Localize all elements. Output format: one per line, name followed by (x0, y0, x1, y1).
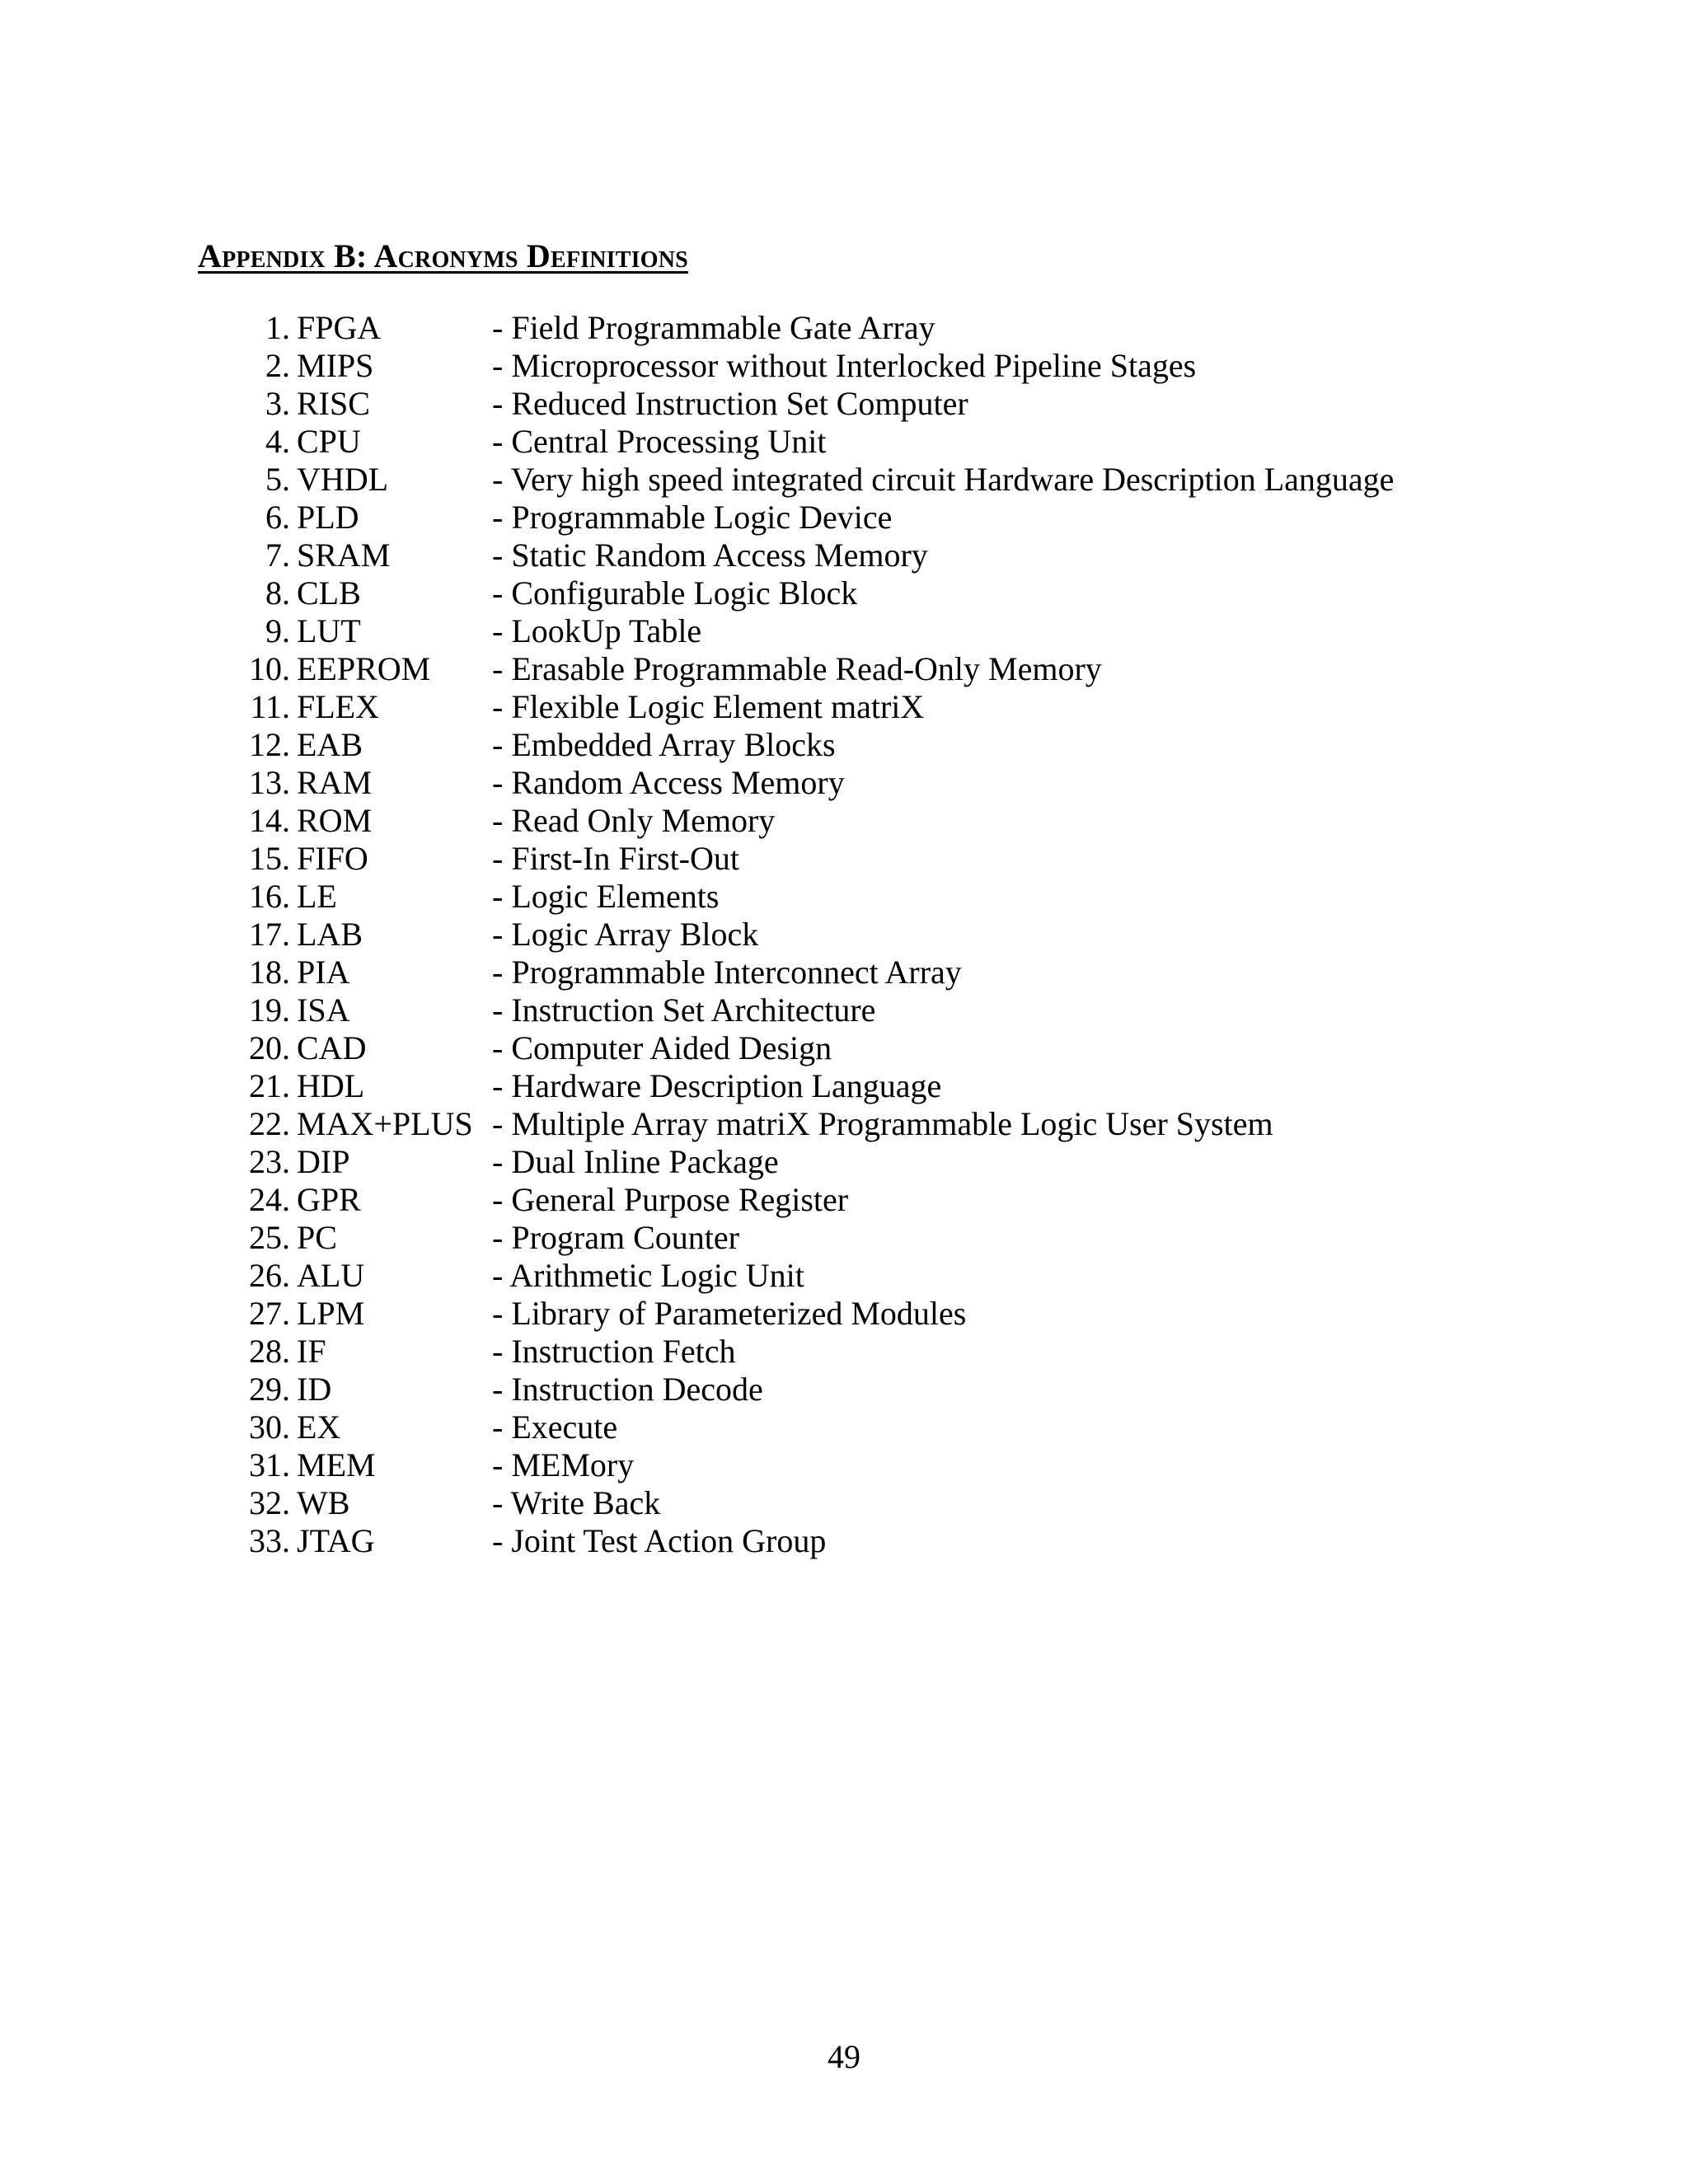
acronym-definition: - First-In First-Out (492, 840, 739, 877)
acronym-row (0, 916, 1688, 954)
acronym-definition: - Logic Elements (492, 878, 720, 915)
acronym-abbreviation: LPM (297, 1295, 365, 1332)
acronym-definition: - Dual Inline Package (492, 1143, 779, 1180)
acronym-row (0, 1446, 1688, 1484)
acronym-definition: - Programmable Interconnect Array (492, 954, 962, 991)
acronym-row (0, 1408, 1688, 1446)
acronym-row (0, 1522, 1688, 1560)
acronym-row (0, 726, 1688, 764)
acronym-abbreviation: LAB (297, 916, 363, 953)
acronym-number: 14. (249, 802, 290, 839)
page-heading: Appendix B: Acronyms Definitions (198, 237, 688, 274)
acronym-definition: - Programmable Logic Device (492, 499, 893, 536)
acronym-definition: - Reduced Instruction Set Computer (492, 385, 968, 422)
acronym-row (0, 1029, 1688, 1067)
acronym-number: 33. (249, 1522, 290, 1559)
acronym-abbreviation: LUT (297, 612, 361, 649)
acronym-definition: - Computer Aided Design (492, 1029, 832, 1066)
acronym-number: 10. (249, 650, 290, 687)
acronym-abbreviation: IF (297, 1333, 326, 1370)
acronym-definition: - Static Random Access Memory (492, 537, 928, 574)
acronym-number: 21. (249, 1067, 290, 1104)
acronym-abbreviation: EEPROM (297, 650, 431, 687)
acronym-definition: - Library of Parameterized Modules (492, 1295, 967, 1332)
acronym-abbreviation: RAM (297, 764, 373, 801)
acronym-row (0, 1333, 1688, 1371)
acronym-definition: - Configurable Logic Block (492, 574, 858, 612)
acronym-abbreviation: ID (297, 1371, 332, 1408)
acronym-definition: - Microprocessor without Interlocked Pipeline Stages (492, 347, 1197, 384)
acronym-abbreviation: DIP (297, 1143, 350, 1180)
acronym-row (0, 1181, 1688, 1219)
acronym-abbreviation: ROM (297, 802, 373, 839)
acronym-row (0, 1143, 1688, 1181)
acronym-number: 24. (249, 1181, 290, 1218)
acronym-abbreviation: EAB (297, 726, 363, 763)
acronym-abbreviation: CAD (297, 1029, 367, 1066)
acronym-number: 12. (249, 726, 290, 763)
acronym-number: 28. (249, 1333, 290, 1370)
acronym-definition: - Flexible Logic Element matriX (492, 688, 925, 725)
acronym-number: 27. (249, 1295, 290, 1332)
acronym-row (0, 309, 1688, 347)
acronym-number: 9. (265, 612, 290, 649)
acronym-abbreviation: PC (297, 1219, 337, 1256)
acronym-row (0, 537, 1688, 574)
acronym-abbreviation: PIA (297, 954, 350, 991)
acronym-number: 8. (265, 574, 290, 612)
acronym-definition: - MEMory (492, 1446, 635, 1483)
acronym-definition: - Field Programmable Gate Array (492, 309, 935, 346)
acronym-row (0, 1295, 1688, 1333)
acronym-row (0, 1067, 1688, 1105)
acronym-row (0, 1105, 1688, 1143)
acronym-number: 5. (265, 461, 290, 498)
acronym-abbreviation: CLB (297, 574, 361, 612)
acronym-number: 6. (265, 499, 290, 536)
acronym-definition: - Instruction Set Architecture (492, 991, 876, 1029)
acronym-number: 4. (265, 423, 290, 460)
acronym-abbreviation: FLEX (297, 688, 379, 725)
acronym-definition: - Execute (492, 1408, 618, 1446)
acronym-abbreviation: GPR (297, 1181, 361, 1218)
acronym-abbreviation: MAX+PLUS (297, 1105, 473, 1142)
acronym-abbreviation: ISA (297, 991, 350, 1029)
acronym-abbreviation: VHDL (297, 461, 389, 498)
acronym-abbreviation: SRAM (297, 537, 391, 574)
acronym-definition: - General Purpose Register (492, 1181, 849, 1218)
acronym-number: 26. (249, 1257, 290, 1294)
acronym-number: 30. (249, 1408, 290, 1446)
acronym-definition: - Very high speed integrated circuit Hardware Description Language (492, 461, 1395, 498)
acronym-definition: - Random Access Memory (492, 764, 845, 801)
acronym-abbreviation: JTAG (297, 1522, 375, 1559)
acronym-definition: - Write Back (492, 1484, 661, 1521)
acronym-row (0, 1257, 1688, 1295)
acronym-abbreviation: MIPS (297, 347, 374, 384)
acronym-number: 19. (249, 991, 290, 1029)
acronym-number: 13. (249, 764, 290, 801)
acronym-number: 31. (249, 1446, 290, 1483)
acronym-row (0, 1484, 1688, 1522)
acronym-abbreviation: CPU (297, 423, 361, 460)
acronym-definition: - Logic Array Block (492, 916, 759, 953)
acronym-number: 1. (265, 309, 290, 346)
acronym-definition: - Erasable Programmable Read-Only Memory (492, 650, 1102, 687)
acronym-row (0, 423, 1688, 461)
acronym-row (0, 954, 1688, 991)
acronym-definition: - Hardware Description Language (492, 1067, 942, 1104)
acronym-row (0, 688, 1688, 726)
acronym-row (0, 499, 1688, 537)
acronym-number: 25. (249, 1219, 290, 1256)
acronym-row (0, 461, 1688, 499)
acronym-number: 20. (249, 1029, 290, 1066)
acronym-abbreviation: RISC (297, 385, 370, 422)
acronym-definition: - LookUp Table (492, 612, 702, 649)
acronym-list (0, 309, 1688, 1560)
page-number: 49 (828, 2038, 860, 2075)
acronym-number: 15. (249, 840, 290, 877)
acronym-row (0, 574, 1688, 612)
acronym-definition: - Multiple Array matriX Programmable Logic User System (492, 1105, 1273, 1142)
acronym-row (0, 991, 1688, 1029)
acronym-abbreviation: EX (297, 1408, 341, 1446)
acronym-abbreviation: HDL (297, 1067, 365, 1104)
acronym-abbreviation: LE (297, 878, 337, 915)
acronym-definition: - Joint Test Action Group (492, 1522, 827, 1559)
acronym-row (0, 878, 1688, 916)
acronym-definition: - Instruction Decode (492, 1371, 763, 1408)
acronym-row (0, 764, 1688, 802)
acronym-number: 22. (249, 1105, 290, 1142)
acronym-abbreviation: MEM (297, 1446, 376, 1483)
acronym-abbreviation: PLD (297, 499, 359, 536)
acronym-definition: - Instruction Fetch (492, 1333, 736, 1370)
acronym-number: 29. (249, 1371, 290, 1408)
acronym-definition: - Read Only Memory (492, 802, 776, 839)
acronym-row (0, 802, 1688, 840)
acronym-row (0, 612, 1688, 650)
acronym-abbreviation: FPGA (297, 309, 382, 346)
acronym-number: 32. (249, 1484, 290, 1521)
acronym-number: 7. (265, 537, 290, 574)
acronym-definition: - Embedded Array Blocks (492, 726, 836, 763)
acronym-row (0, 840, 1688, 878)
acronym-number: 17. (249, 916, 290, 953)
acronym-number: 16. (249, 878, 290, 915)
acronym-row (0, 347, 1688, 385)
acronym-definition: - Central Processing Unit (492, 423, 827, 460)
acronym-row (0, 385, 1688, 423)
acronym-number: 2. (265, 347, 290, 384)
acronym-row (0, 1219, 1688, 1257)
acronym-row (0, 1371, 1688, 1408)
acronym-abbreviation: ALU (297, 1257, 365, 1294)
acronym-number: 11. (250, 688, 290, 725)
acronym-definition: - Arithmetic Logic Unit (492, 1257, 804, 1294)
acronym-abbreviation: WB (297, 1484, 350, 1521)
acronym-row (0, 650, 1688, 688)
acronym-abbreviation: FIFO (297, 840, 368, 877)
acronym-number: 23. (249, 1143, 290, 1180)
acronym-definition: - Program Counter (492, 1219, 739, 1256)
acronym-number: 18. (249, 954, 290, 991)
acronym-number: 3. (265, 385, 290, 422)
